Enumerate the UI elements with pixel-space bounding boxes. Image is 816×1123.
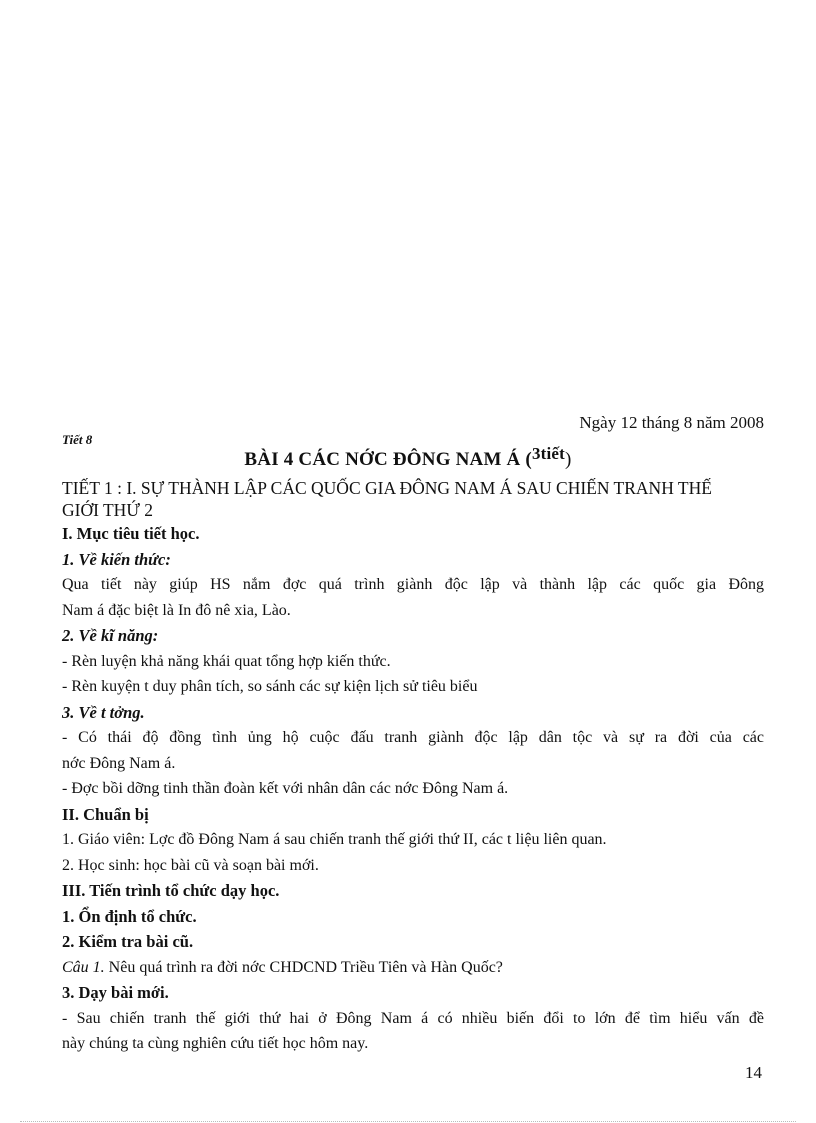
attitude-item-2: - Đợc bồi dỡng tinh thần đoàn kết với nhân dân các nớc Đông Nam á. <box>62 780 509 797</box>
lesson-subtitle: TIẾT 1 : I. SỰ THÀNH LẬP CÁC QUỐC GIA ĐÔNG NAM Á SAU CHIẾN TRANH THẾ GIỚI THỨ 2 <box>62 478 712 520</box>
knowledge-heading: 1. Về kiến thức: <box>62 549 171 569</box>
lesson-title <box>0 444 816 471</box>
stabilize-heading: 1. Ổn định tổ chức. <box>62 906 197 926</box>
question-text: Nêu quá trình ra đời nớc CHDCND Triều Tiên và Hàn Quốc? <box>104 958 503 976</box>
preparation-heading: II. Chuẩn bị <box>62 804 149 824</box>
new-lesson-text-line-2: này chúng ta cùng nghiên cứu tiết học hôm nay. <box>62 1035 369 1052</box>
lesson-title-main: BÀI 4 CÁC NỚC ĐÔNG NAM Á ( <box>244 449 532 470</box>
attitude-item-1-line-2: nớc Đông Nam á. <box>62 754 176 772</box>
skills-heading: 2. Về kĩ năng: <box>62 626 159 645</box>
review-heading: 2. Kiểm tra bài cũ. <box>62 932 194 951</box>
question-label: Câu 1. <box>62 958 105 976</box>
page-number: 14 <box>745 1063 762 1082</box>
skills-item-1: - Rèn luyện khả năng khái quat tổng hợp kiến thức. <box>62 652 391 670</box>
review-question <box>62 955 764 981</box>
lesson-date: Ngày 12 tháng 8 năm 2008 <box>579 413 764 432</box>
lesson-title-periods: 3tiết <box>531 444 566 463</box>
lesson-content <box>62 521 764 1057</box>
footer-dotted-divider <box>20 1121 796 1122</box>
process-heading: III. Tiến trình tổ chức dạy học. <box>62 881 280 900</box>
new-lesson-text-line-1: - Sau chiến tranh thế giới thứ hai ở Đông Nam á có nhiều biến đổi to lớn để tìm hiểu vấn đề <box>62 1009 764 1027</box>
period-label: Tiết 8 <box>62 432 93 447</box>
preparation-teacher: 1. Giáo viên: Lợc đồ Đông Nam á sau chiến tranh thế giới thứ II, các t liệu liên quan. <box>62 831 607 848</box>
knowledge-text-line-1: Qua tiết này giúp HS nắm đợc quá trình giành độc lập và thành lập các quốc gia Đông <box>62 576 764 593</box>
objectives-heading: I. Mục tiêu tiết học. <box>62 524 200 543</box>
attitude-item-1-line-1: - Có thái độ đồng tình ủng hộ cuộc đấu tranh giành độc lập dân tộc và sự ra đời của các <box>62 729 764 746</box>
new-lesson-heading: 3. Dạy bài mới. <box>62 983 169 1002</box>
preparation-student: 2. Học sinh: học bài cũ và soạn bài mới. <box>62 856 319 874</box>
lesson-title-close: ) <box>565 449 572 470</box>
attitude-heading: 3. Về t tởng. <box>62 702 145 722</box>
knowledge-text-line-2: Nam á đặc biệt là In đô nê xia, Lào. <box>62 601 291 619</box>
skills-item-2: - Rèn kuyện t duy phân tích, so sánh các sự kiện lịch sử tiêu biểu <box>62 678 478 695</box>
